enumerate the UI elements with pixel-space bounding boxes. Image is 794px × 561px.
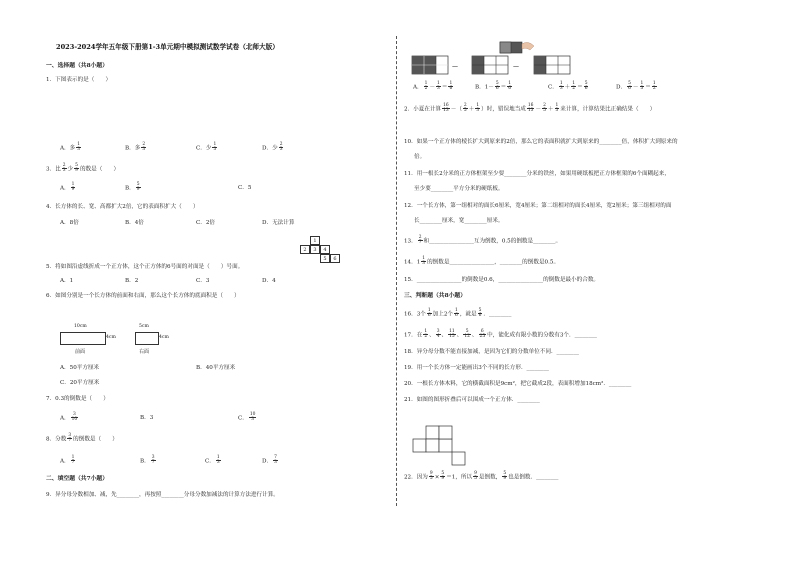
q5-option-d: D．4: [262, 278, 276, 284]
net-cell: 1: [310, 236, 320, 245]
right-width-label: 5cm: [139, 324, 149, 329]
q11-line2: 至少要________平方分米的硬纸板。: [414, 186, 504, 192]
q1-option-a: A．多 $\frac{1}{3}$: [60, 142, 81, 153]
q5-stem: 5．将如图沿虚线折成一个正方体，这个正方体的6号面的对面是（ ）号面。: [46, 264, 244, 270]
q5-option-b: B．2: [125, 278, 139, 284]
net-cell: 5: [320, 254, 330, 263]
q7-option-b: B．3: [140, 415, 154, 421]
q6-stem: 6．如图分别是一个长方体的前面和右面，那么这个长方体的底面积是（ ）: [46, 293, 240, 299]
right-height-label: 4cm: [159, 335, 169, 340]
figure-rect-3: [534, 56, 570, 74]
q12-line2: 长________厘米，宽________厘米。: [414, 218, 504, 224]
q7-stem: 7．0.3的倒数是（ ）: [46, 396, 109, 402]
q5-option-a: A．1: [60, 278, 74, 284]
q22-stem: 22．因为 $\frac{9}{5}$ × $\frac{5}{9}$ ＝1，所以 $\frac{9}{5}$ 是倒数， $\frac{5}{9}$ 也是倒数．________: [404, 471, 559, 482]
net-cell: 2: [300, 245, 310, 254]
q20-stem: 20．一根长方体木料，它的横截面积是9cm²，把它截成2段，表面积增加18cm²．________: [404, 381, 632, 387]
q8-option-a: A． $\frac{1}{7}$: [60, 455, 75, 466]
q16-stem: 16．3个 $\frac{1}{6}$ 加上2个 $\frac{1}{6}$ ，就是 $\frac{5}{6}$ ．________: [404, 308, 512, 319]
q13-stem: 13． $\frac{2}{7}$ 和________________互为倒数，0.5的倒数是________。: [404, 235, 562, 246]
q5-option-c: C．3: [196, 278, 210, 284]
q10-line1: 10．如果一个正方体的棱长扩大到原来的2倍，那么它的表面积就扩大到原来的________倍，体积扩大到原来的: [404, 139, 678, 145]
q1-right-option-c: C． $\frac{1}{3}$ ＋ $\frac{1}{2}$ ＝ $\frac{5}{6}$: [548, 81, 588, 92]
column-divider: [396, 36, 397, 506]
q1-right-option-b: B．1－ $\frac{5}{6}$ ＝ $\frac{1}{6}$: [475, 81, 512, 92]
q11-line1: 11．用一根长2分米的正方体框架至少要________分米的铁丝，如果用硬纸板把正方体框架的6个面糊起来，: [404, 171, 670, 177]
q12-line1: 12．一个长方体，第一组相对的面长6厘米，宽4厘米；第二组相对的面长4厘米，宽2厘米；第三组相对的面: [404, 203, 672, 209]
q3-stem: 3．比 $\frac{2}{3}$ 少 $\frac{5}{9}$ 的数是（ ）: [46, 163, 120, 174]
q8-option-b: B． $\frac{3}{7}$: [140, 455, 155, 466]
q6-option-b: B．40平方厘米: [196, 365, 236, 371]
q8-option-d: D． $\frac{7}{3}$: [262, 455, 277, 466]
figure-rect-1: [412, 56, 448, 74]
q10-line2: 倍。: [414, 154, 426, 160]
q4-option-d: D．无法计算: [262, 220, 295, 226]
q14-stem: 14．1 $\frac{1}{3}$ 的倒数是________________，________的倒数是0.5。: [404, 256, 560, 267]
q9-stem: 9．异分母分数相加、减，先________，再按照________分母分数加减法的计算方法进行计算。: [46, 492, 279, 498]
right-face-rect: [135, 332, 159, 345]
section-fill: 二、填空题（共7小题）: [46, 476, 109, 482]
right-face-label: 右面: [139, 349, 150, 355]
q3-option-b: B． $\frac{5}{9}$: [125, 182, 140, 193]
q4-option-a: A．8倍: [60, 220, 79, 226]
q4-option-c: C．2倍: [196, 220, 216, 226]
q1-option-d: D．少 $\frac{2}{3}$: [262, 142, 283, 153]
net-cell: 4: [320, 245, 330, 254]
q8-stem: 8．分数 $\frac{3}{7}$ 的倒数是（ ）: [46, 433, 118, 444]
front-face-label: 前面: [75, 349, 86, 355]
q1-right-option-d: D． $\frac{5}{6}$ － $\frac{1}{3}$ ＝ $\frac{1}{2}$: [616, 81, 656, 92]
front-width-label: 10cm: [74, 324, 87, 329]
q15-stem: 15．________________的倒数是0.6，________________的倒数是最小的合数。: [404, 277, 600, 283]
q4-option-b: B．4倍: [125, 220, 144, 226]
q1-stem: 1．下图表示的是（ ）: [46, 77, 112, 83]
page-title: 2023-2024学年五年级下册第1-3单元期中模拟测试数学试卷（北师大版）: [56, 43, 279, 51]
q2-stem: 2．小夏在计算 $\frac{16}{13}$ －（ $\frac{2}{5}$ ＋ $\frac{1}{3}$ ）时，错误地当成 $\frac{16}{13}$ － $\frac{2}{5}$ ＋ $\frac{1}{3}$ 来计算，计算结果比正确结果（ ）: [404, 103, 656, 114]
front-height-label: 4cm: [106, 335, 116, 340]
section-choice: 一、选择题（共8小题）: [46, 63, 109, 69]
q21-stem: 21．如图的图形折叠后可以围成一个正方体．________: [404, 397, 540, 403]
hand-icon: [522, 42, 534, 50]
net-cell: 3: [310, 245, 320, 254]
q19-stem: 19．用一个长方体一定能画出3个不同的长方形．________: [404, 365, 549, 371]
q1-fraction-figure: [410, 40, 580, 76]
figure-rect-2: [472, 42, 534, 74]
front-face-rect: [60, 332, 106, 345]
svg-text:—: —: [513, 63, 519, 70]
q4-stem: 4．长方体的长、宽、高都扩大2倍，它的表面积扩大（ ）: [46, 204, 199, 210]
net-cell: 6: [330, 254, 340, 263]
q18-stem: 18．异分母分数不能直接加减，是因为它们的分数单位不同．________: [404, 349, 579, 355]
q8-option-c: C． $\frac{1}{3}$: [205, 455, 220, 466]
q3-option-c: C．5: [238, 185, 252, 191]
q6-option-c: C．20平方厘米: [60, 380, 100, 386]
q21-net-figure: [412, 424, 472, 468]
section-judge: 三、判断题（共8小题）: [404, 293, 467, 299]
q3-option-a: A． $\frac{1}{9}$: [60, 182, 75, 193]
q1-right-option-a: A． $\frac{1}{2}$ － $\frac{1}{3}$ ＝ $\frac{1}{6}$: [413, 81, 453, 92]
q1-option-c: C．少 $\frac{1}{3}$: [196, 142, 217, 153]
q7-option-a: A． $\frac{3}{10}$: [60, 412, 78, 423]
q6-option-a: A．50平方厘米: [60, 365, 100, 371]
q1-option-b: B．多 $\frac{2}{3}$: [125, 142, 146, 153]
q7-option-c: C． $\frac{10}{3}$: [238, 412, 256, 423]
q17-stem: 17．在 $\frac{1}{2}$ 、 $\frac{3}{4}$ 、 $\frac{11}{15}$ 、 $\frac{5}{12}$ 、 $\frac{6}{25}$ 中，能化成有限小数的分数有3个．________: [404, 329, 597, 340]
svg-text:—: —: [452, 63, 458, 70]
